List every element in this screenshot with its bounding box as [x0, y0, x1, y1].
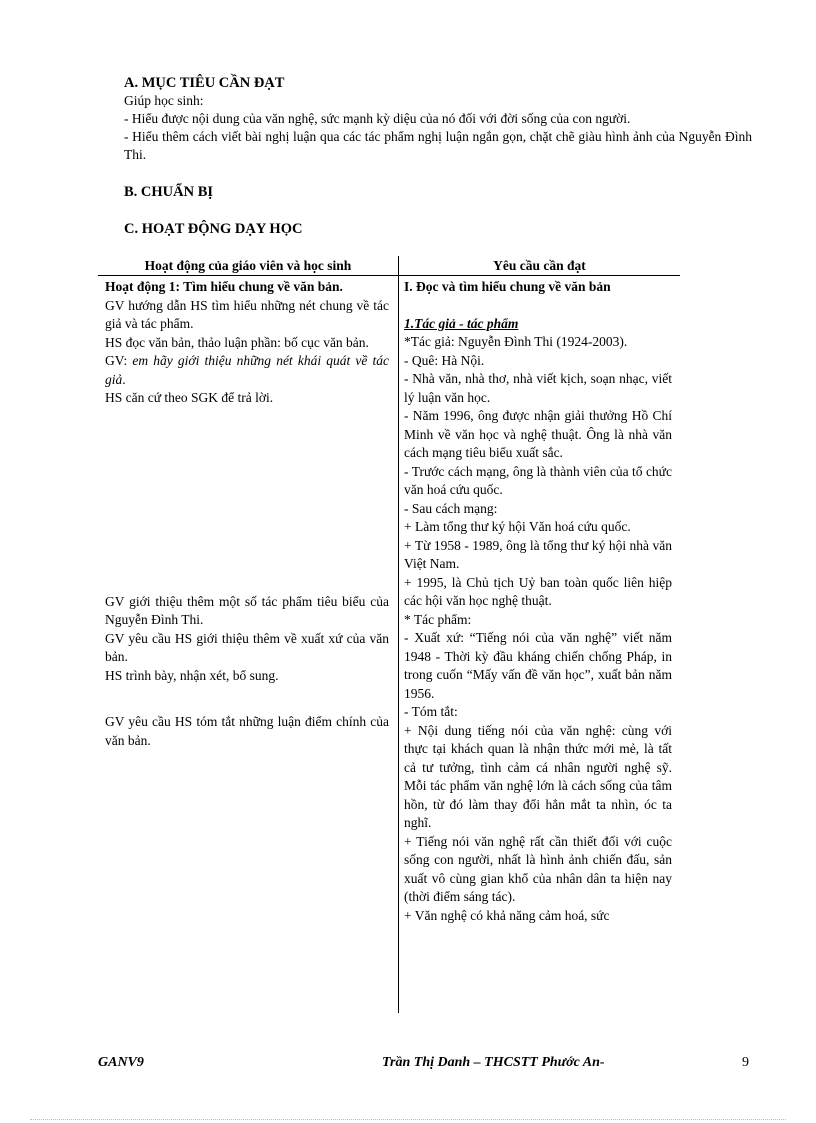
right-line-4: - Năm 1996, ông được nhận giải thưởng Hồ Chí Minh về văn học và nghệ thuật. Ông là nhà văn cách mạng tiêu biểu xuất sắc.	[404, 408, 672, 460]
right-line-8: + Từ 1958 - 1989, ông là tổng thư ký hội nhà văn Việt Nam.	[404, 537, 672, 571]
table-header-rule	[98, 275, 680, 276]
right-line-3: - Nhà văn, nhà thơ, nhà viết kịch, soạn nhạc, viết lý luận văn học.	[404, 371, 672, 405]
right-line-10: * Tác phẩm:	[404, 611, 472, 627]
activity-1-title: Hoạt động 1: Tìm hiểu chung về văn bản.	[105, 279, 343, 294]
right-line-6: - Sau cách mạng:	[404, 500, 498, 516]
right-line-11: - Xuất xứ: “Tiếng nói của văn nghệ” viết năm 1948 - Thời kỳ đầu kháng chiến chống Pháp, in trong cuốn “Mấy vấn đề văn học”, xuất bản năm 1956.	[404, 630, 672, 701]
left-line-3-question: em hãy giới thiệu những nét khái quát về tác giả	[105, 353, 390, 387]
right-line-9: + 1995, là Chủ tịch Uỷ ban toàn quốc liên hiệp các hội văn học nghệ thuật.	[404, 574, 672, 608]
left-line-6: GV yêu cầu HS giới thiệu thêm về xuất xứ của văn bản.	[105, 630, 389, 664]
footer-center: Trần Thị Danh – THCSTT Phước An-	[382, 1055, 605, 1070]
section-i-title: I. Đọc và tìm hiểu chung về văn bản	[404, 279, 611, 294]
right-line-7: + Làm tổng thư ký hội Văn hoá cứu quốc.	[404, 519, 631, 534]
section-b-heading: B. CHUẨN BỊ	[124, 184, 214, 200]
right-line-5: - Trước cách mạng, ông là thành viên của tổ chức văn hoá cứu quốc.	[404, 463, 672, 497]
activity-table	[98, 256, 680, 1013]
left-line-8: GV yêu cầu HS tóm tắt những luận điểm chính của văn bản.	[105, 714, 389, 748]
footer-left: GANV9	[98, 1055, 144, 1070]
page-bottom-border	[30, 1119, 786, 1120]
page-number: 9	[742, 1055, 749, 1070]
left-line-2: HS đọc văn bản, thảo luận phần: bố cục văn bản.	[105, 334, 369, 350]
left-line-4: HS căn cứ theo SGK để trả lời.	[105, 390, 274, 405]
right-line-14: + Tiếng nói văn nghệ rất cần thiết đối với cuộc sống con người, nhất là hình ảnh chiến đấu, sản xuất vô cùng gian khổ của nhân dân ta hiện nay (thời điểm sáng tác).	[404, 833, 672, 904]
right-line-12: - Tóm tắt:	[404, 704, 458, 719]
left-line-5: GV giới thiệu thêm một số tác phẩm tiêu biểu của Nguyễn Đình Thi.	[105, 593, 389, 627]
table-column-divider	[398, 256, 399, 1013]
teacher-student-column	[105, 278, 389, 750]
section-a-heading: A. MỤC TIÊU CẦN ĐẠT	[124, 75, 285, 91]
section-objectives	[124, 74, 752, 164]
section-c-heading: C. HOẠT ĐỘNG DẠY HỌC	[124, 221, 303, 237]
author-work-subtitle: 1.Tác giả - tác phẩm	[404, 315, 519, 331]
section-a-item-2: - Hiểu thêm cách viết bài nghị luận qua các tác phẩm nghị luận ngắn gọn, chặt chẽ giàu hình ảnh của Nguyễn Đình Thi.	[124, 129, 752, 162]
left-line-3-prefix: GV:	[105, 353, 133, 368]
left-line-1: GV hướng dẫn HS tìm hiểu những nét chung về tác giả và tác phẩm.	[105, 297, 389, 331]
requirements-column	[404, 278, 672, 925]
section-a-item-1: - Hiểu được nội dung của văn nghệ, sức mạnh kỳ diệu của nó đối với đời sống của con người.	[124, 111, 631, 126]
right-line-13: + Nội dung tiếng nói của văn nghệ: cùng với thực tại khách quan là nhận thức mới mẻ, là tất cả tư tưởng, tình cảm cá nhân người nghệ sỹ. Mỗi tác phẩm văn nghệ lớn là cách sống của tâm hồn, từ đó làm thay đổi hẳn mắt ta nhìn, óc ta nghĩ.	[404, 722, 672, 830]
left-line-7: HS trình bày, nhận xét, bổ sung.	[105, 667, 279, 683]
table-header-right: Yêu cầu cần đạt	[493, 258, 586, 273]
right-line-1: *Tác giả: Nguyễn Đình Thi (1924-2003).	[404, 334, 628, 349]
left-line-3-suffix: .	[122, 371, 126, 387]
section-a-intro: Giúp học sinh:	[124, 93, 204, 108]
table-header-left: Hoạt động của giáo viên và học sinh	[144, 258, 352, 273]
right-line-15: + Văn nghệ có khả năng cảm hoá, sức	[404, 907, 610, 923]
left-line-3	[105, 352, 389, 389]
right-line-2: - Quê: Hà Nội.	[404, 352, 485, 368]
